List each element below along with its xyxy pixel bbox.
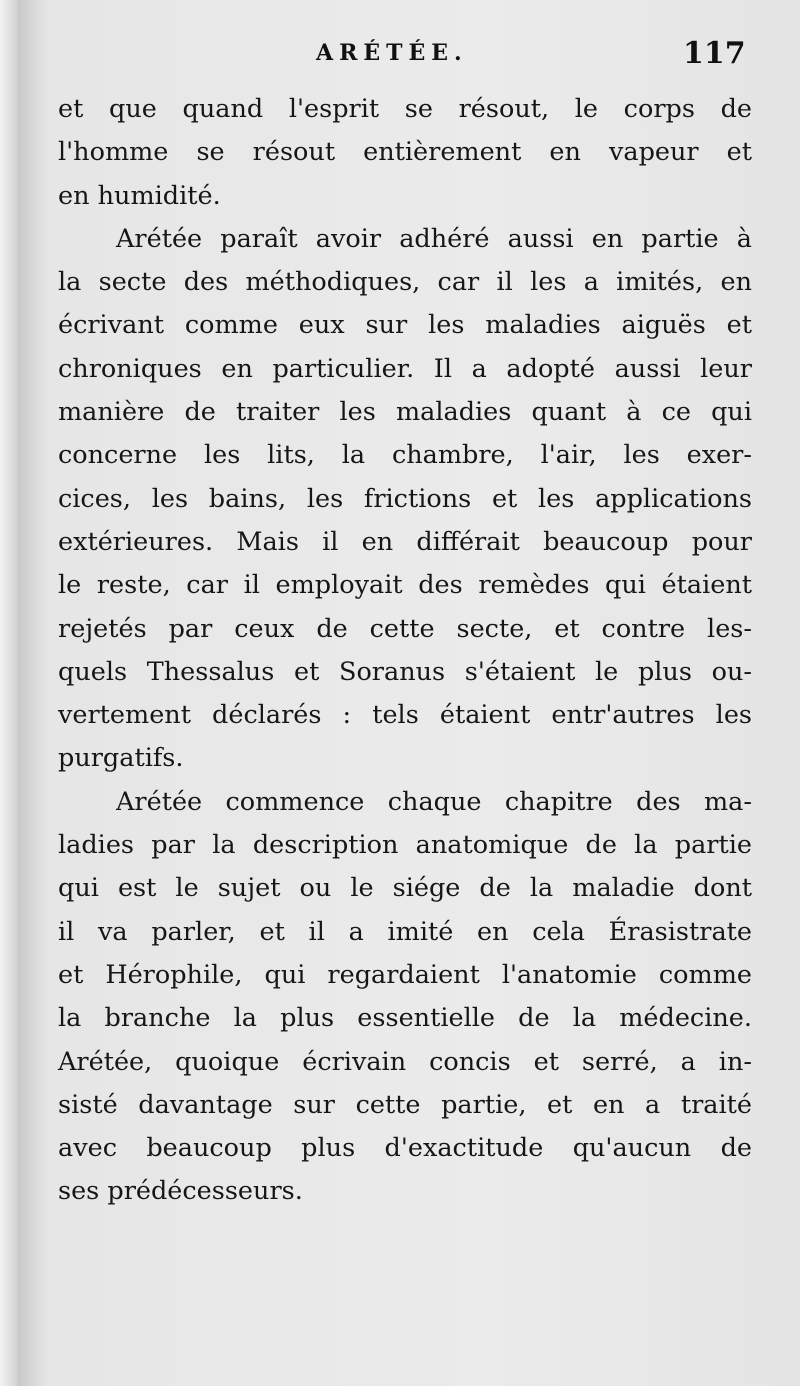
text-line: avec beaucoup plus d'exactitude qu'aucun de (58, 1133, 752, 1164)
text-line: écrivant comme eux sur les maladies aiguës et (58, 310, 752, 341)
text-line: l'homme se résout entièrement en vapeur et (58, 137, 752, 168)
text-line: purgatifs. (58, 743, 184, 774)
text-line: Arétée commence chaque chapitre des ma- (116, 786, 752, 817)
text-line: ses prédécesseurs. (58, 1176, 303, 1207)
text-line: la secte des méthodiques, car il les a imités, en (58, 267, 752, 298)
text-line: concerne les lits, la chambre, l'air, les exer- (58, 440, 752, 471)
text-line: sisté davantage sur cette partie, et en a traité (58, 1089, 752, 1120)
text-line: ladies par la description anatomique de la partie (58, 830, 752, 861)
text-line: vertement déclarés : tels étaient entr'autres les (58, 700, 752, 731)
text-line: quels Thessalus et Soranus s'étaient le plus ou- (58, 656, 752, 687)
text-line: et Hérophile, qui regardaient l'anatomie comme (58, 959, 752, 990)
text-line: chroniques en particulier. Il a adopté aussi leur (58, 353, 752, 384)
text-line: extérieures. Mais il en différait beaucoup pour (58, 526, 752, 557)
binding-gutter (0, 0, 18, 1386)
text-line: le reste, car il employait des remèdes qui étaient (58, 570, 752, 601)
running-head (0, 36, 800, 80)
text-line: Arétée paraît avoir adhéré aussi en partie à (116, 223, 752, 254)
page-number: 117 (683, 36, 746, 71)
text-line: cices, les bains, les frictions et les applications (58, 483, 752, 514)
text-line: en humidité. (58, 180, 221, 211)
text-line: qui est le sujet ou le siége de la maladie dont (58, 873, 752, 904)
text-line: Arétée, quoique écrivain concis et serré, a in- (58, 1046, 752, 1077)
text-line: la branche la plus essentielle de la médecine. (58, 1003, 752, 1034)
running-title: ARÉTÉE. (316, 40, 468, 66)
text-line: manière de traiter les maladies quant à ce qui (58, 397, 752, 428)
text-line: rejetés par ceux de cette secte, et contre les- (58, 613, 752, 644)
text-line: il va parler, et il a imité en cela Érasistrate (58, 916, 752, 947)
text-line: et que quand l'esprit se résout, le corps de (58, 94, 752, 124)
body-text (58, 88, 752, 1214)
